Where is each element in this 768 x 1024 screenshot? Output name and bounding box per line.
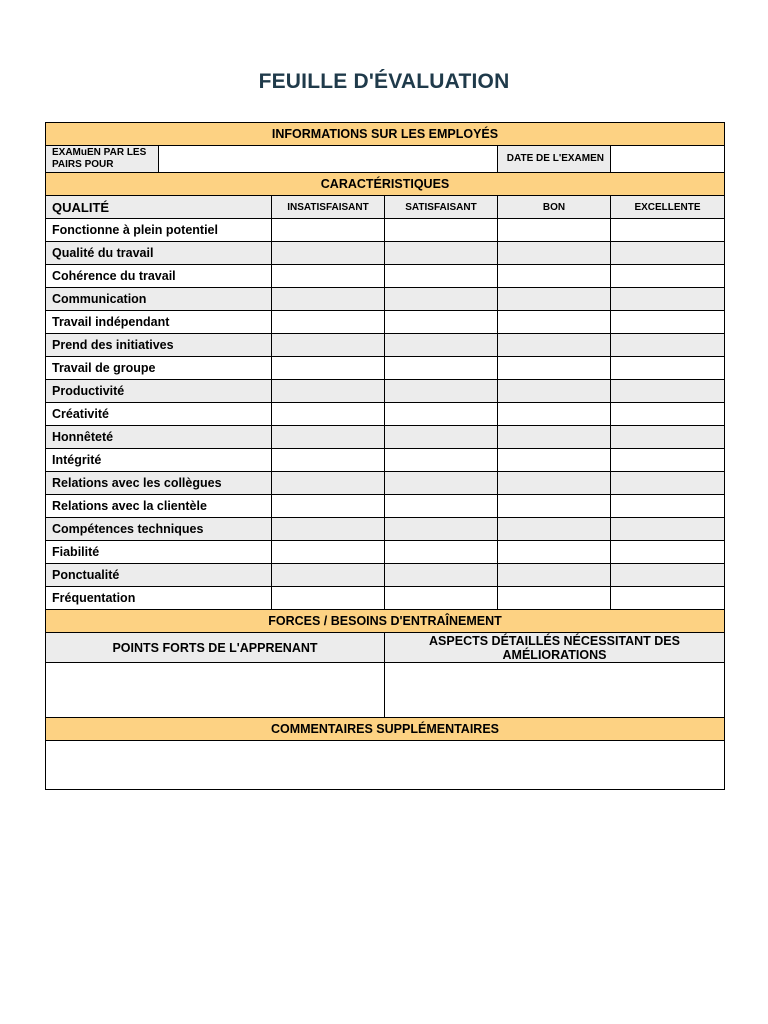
rating-cell[interactable] [385,265,498,288]
rating-cell[interactable] [385,449,498,472]
rating-cell[interactable] [498,265,611,288]
rating-cell[interactable] [385,219,498,242]
rating-cell[interactable] [498,426,611,449]
quality-label: Relations avec les collègues [46,472,272,495]
rating-cell[interactable] [611,288,725,311]
rating-cell[interactable] [498,288,611,311]
rating-column-header: EXCELLENTE [611,196,725,219]
rating-cell[interactable] [272,426,385,449]
rating-cell[interactable] [611,311,725,334]
rating-cell[interactable] [498,380,611,403]
rating-cell[interactable] [385,495,498,518]
rating-cell[interactable] [272,311,385,334]
rating-cell[interactable] [272,288,385,311]
rating-cell[interactable] [498,242,611,265]
rating-cell[interactable] [385,380,498,403]
rating-cell[interactable] [611,265,725,288]
rating-cell[interactable] [385,242,498,265]
rating-cell[interactable] [272,472,385,495]
quality-label: Relations avec la clientèle [46,495,272,518]
rating-cell[interactable] [385,518,498,541]
quality-column-header: QUALITÉ [46,196,272,219]
quality-label: Compétences techniques [46,518,272,541]
quality-label: Qualité du travail [46,242,272,265]
rating-cell[interactable] [611,564,725,587]
quality-label: Intégrité [46,449,272,472]
quality-label: Travail indépendant [46,311,272,334]
table-row [46,311,725,334]
table-row [46,403,725,426]
rating-cell[interactable] [385,357,498,380]
rating-cell[interactable] [611,541,725,564]
rating-cell[interactable] [272,587,385,610]
table-row [46,541,725,564]
rating-cell[interactable] [272,564,385,587]
table-row [46,357,725,380]
quality-label: Productivité [46,380,272,403]
comments-field[interactable] [46,741,725,790]
table-row [46,426,725,449]
rating-cell[interactable] [498,472,611,495]
quality-label: Communication [46,288,272,311]
reviewed-by-field[interactable] [159,146,498,173]
table-row [46,380,725,403]
rating-cell[interactable] [272,449,385,472]
rating-cell[interactable] [385,472,498,495]
rating-column-header: SATISFAISANT [385,196,498,219]
rating-cell[interactable] [498,403,611,426]
rating-cell[interactable] [611,587,725,610]
table-row [46,242,725,265]
table-row [46,472,725,495]
review-date-label: DATE DE L'EXAMEN [498,146,611,173]
rating-cell[interactable] [611,334,725,357]
rating-cell[interactable] [498,518,611,541]
quality-label: Fréquentation [46,587,272,610]
rating-cell[interactable] [498,311,611,334]
quality-label: Ponctualité [46,564,272,587]
rating-cell[interactable] [611,357,725,380]
quality-label: Fiabilité [46,541,272,564]
rating-cell[interactable] [498,541,611,564]
rating-cell[interactable] [385,564,498,587]
quality-label: Créativité [46,403,272,426]
rating-column-header: INSATISFAISANT [272,196,385,219]
table-row [46,564,725,587]
comments-header: COMMENTAIRES SUPPLÉMENTAIRES [46,718,725,741]
rating-column-header: BON [498,196,611,219]
rating-cell[interactable] [272,219,385,242]
rating-cell[interactable] [272,495,385,518]
quality-label: Cohérence du travail [46,265,272,288]
rating-cell[interactable] [611,518,725,541]
review-date-field[interactable] [611,146,725,173]
table-row [46,449,725,472]
rating-cell[interactable] [272,518,385,541]
rating-cell[interactable] [272,334,385,357]
rating-cell[interactable] [611,426,725,449]
table-row [46,265,725,288]
rating-cell[interactable] [385,288,498,311]
rating-cell[interactable] [611,403,725,426]
quality-label: Fonctionne à plein potentiel [46,219,272,242]
strengths-header: FORCES / BESOINS D'ENTRAÎNEMENT [46,610,725,633]
rating-cell[interactable] [611,449,725,472]
rating-cell[interactable] [385,311,498,334]
rating-cell[interactable] [611,495,725,518]
characteristics-header: CARACTÉRISTIQUES [46,173,725,196]
rating-cell[interactable] [611,472,725,495]
improvement-areas-label: ASPECTS DÉTAILLÉS NÉCESSITANT DES AMÉLIORATIONS [385,633,725,663]
quality-label: Prend des initiatives [46,334,272,357]
rating-cell[interactable] [272,242,385,265]
learner-strengths-label: POINTS FORTS DE L'APPRENANT [46,633,385,663]
table-row [46,334,725,357]
rating-cell[interactable] [272,403,385,426]
rating-cell[interactable] [611,219,725,242]
rating-cell[interactable] [498,449,611,472]
rating-cell[interactable] [385,587,498,610]
rating-cell[interactable] [498,219,611,242]
evaluation-form [45,122,725,790]
rating-cell[interactable] [611,242,725,265]
page-title: FEUILLE D'ÉVALUATION [258,70,510,93]
improvement-areas-field[interactable] [385,663,725,718]
rating-cell[interactable] [385,334,498,357]
rating-cell[interactable] [498,587,611,610]
rating-cell[interactable] [385,403,498,426]
rating-cell[interactable] [611,380,725,403]
rating-cell[interactable] [385,541,498,564]
reviewed-by-label: EXAMuEN PAR LES PAIRS POUR [46,146,159,173]
quality-label: Travail de groupe [46,357,272,380]
rating-cell[interactable] [272,380,385,403]
table-row [46,587,725,610]
rating-cell[interactable] [272,265,385,288]
rating-cell[interactable] [498,357,611,380]
table-row [46,219,725,242]
rating-cell[interactable] [498,334,611,357]
employee-info-header: INFORMATIONS SUR LES EMPLOYÉS [46,123,725,146]
table-row [46,518,725,541]
rating-cell[interactable] [272,541,385,564]
rating-cell[interactable] [498,495,611,518]
rating-cell[interactable] [385,426,498,449]
quality-label: Honnêteté [46,426,272,449]
table-row [46,288,725,311]
learner-strengths-field[interactable] [46,663,385,718]
rating-cell[interactable] [272,357,385,380]
rating-cell[interactable] [498,564,611,587]
table-row [46,495,725,518]
